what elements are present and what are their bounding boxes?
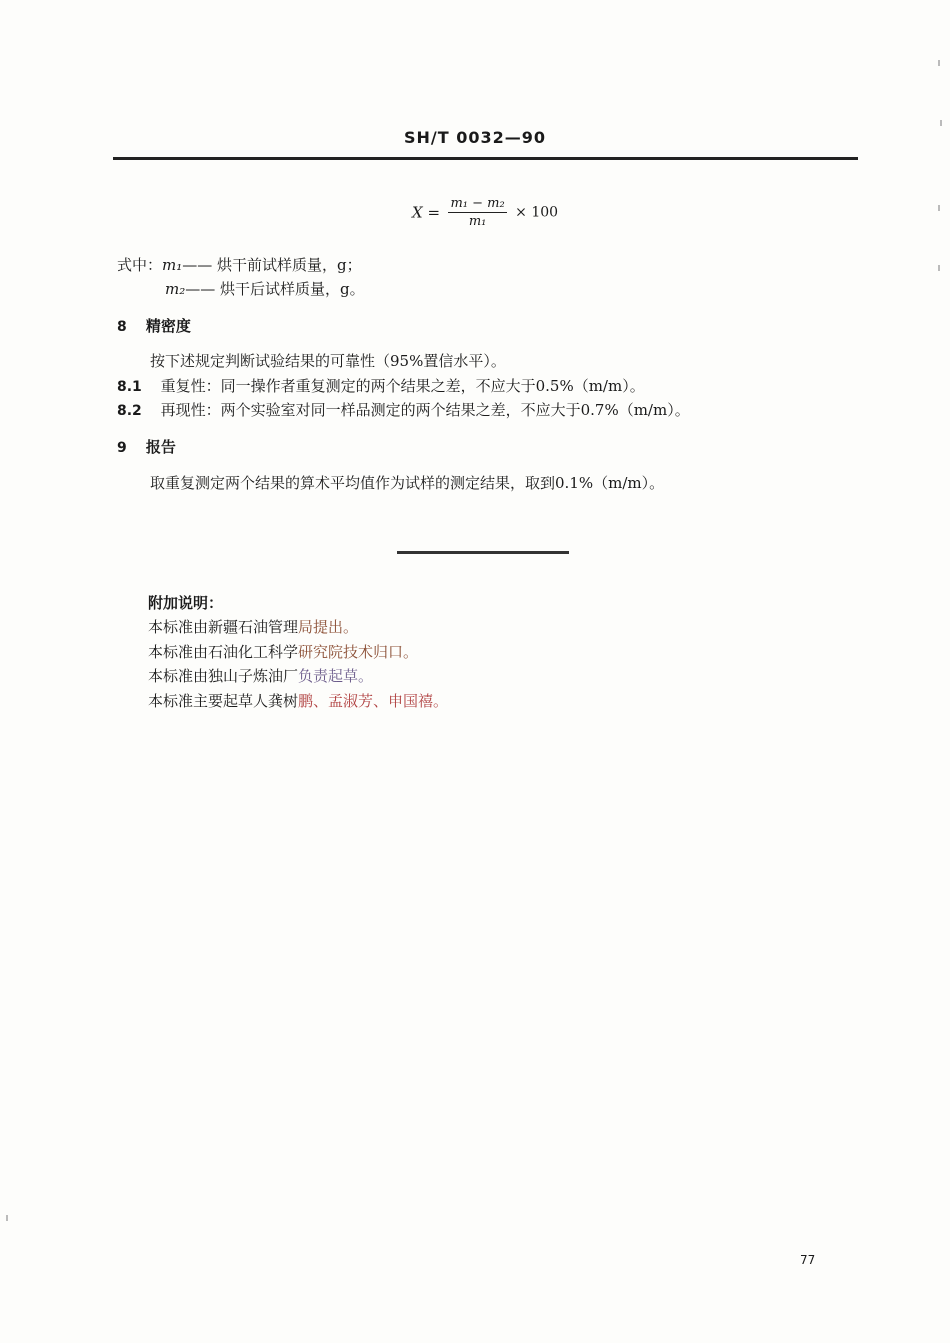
scan-speck bbox=[938, 205, 940, 211]
notes-line-4-b: 鹏、孟淑芳、申国禧。 bbox=[298, 692, 449, 710]
section-9-title: 报告 bbox=[145, 438, 176, 456]
section-8-1-text: 重复性：同一操作者重复测定的两个结果之差，不应大于0.5%（m/m）。 bbox=[160, 377, 645, 395]
where-prefix: 式中： bbox=[117, 256, 163, 274]
notes-line-1 bbox=[148, 616, 358, 637]
section-9-text: 取重复测定两个结果的算术平均值作为试样的测定结果，取到0.1%（m/m）。 bbox=[150, 474, 665, 492]
formula-denominator: m₁ bbox=[468, 214, 487, 229]
section-8-2 bbox=[117, 399, 690, 420]
scan-speck bbox=[938, 265, 940, 271]
notes-line-4 bbox=[148, 690, 448, 711]
notes-heading: 附加说明： bbox=[148, 594, 224, 612]
notes-line-2-b: 研究院技术归口。 bbox=[298, 643, 419, 661]
formula-numerator: m₁ − m₂ bbox=[450, 196, 505, 211]
where-var-m2: m₂ bbox=[165, 280, 186, 298]
notes-line-3 bbox=[148, 665, 373, 686]
notes-line-3-a: 本标准由独山子炼油厂 bbox=[148, 667, 299, 685]
formula-lhs: X = bbox=[412, 203, 441, 222]
formula bbox=[412, 196, 558, 229]
notes-line-3-b: 负责起草。 bbox=[298, 667, 374, 685]
where-line-1 bbox=[117, 254, 362, 275]
notes-line-1-b: 局提出。 bbox=[298, 618, 359, 636]
formula-tail: × 100 bbox=[515, 204, 559, 221]
section-8-intro: 按下述规定判断试验结果的可靠性（95%置信水平）。 bbox=[150, 352, 506, 370]
section-8-title: 精密度 bbox=[145, 317, 191, 335]
where-var-m1: m₁ bbox=[162, 256, 183, 274]
header-rule bbox=[113, 157, 858, 160]
where-line-2 bbox=[165, 278, 365, 299]
notes-line-2-a: 本标准由石油化工科学 bbox=[148, 643, 299, 661]
where-text-m1: —— 烘干前试样质量，g； bbox=[182, 256, 362, 274]
notes-line-1-a: 本标准由新疆石油管理 bbox=[148, 618, 299, 636]
section-8-number: 8 bbox=[117, 319, 127, 335]
section-9-heading bbox=[117, 436, 176, 457]
page-number: 77 bbox=[800, 1253, 816, 1267]
where-text-m2: —— 烘干后试样质量，g。 bbox=[185, 280, 365, 298]
end-rule bbox=[397, 551, 569, 554]
notes-line-2 bbox=[148, 641, 418, 662]
section-8-heading bbox=[117, 315, 191, 336]
scan-speck bbox=[940, 120, 942, 126]
notes-line-4-a: 本标准主要起草人龚树 bbox=[148, 692, 299, 710]
document-code: SH/T 0032—90 bbox=[403, 128, 547, 147]
section-8-1 bbox=[117, 375, 645, 396]
section-8-2-text: 再现性：两个实验室对同一样品测定的两个结果之差，不应大于0.7%（m/m）。 bbox=[160, 401, 690, 419]
section-8-2-number: 8.2 bbox=[117, 403, 142, 419]
scan-speck bbox=[6, 1215, 8, 1221]
scan-speck bbox=[938, 60, 940, 66]
section-9-number: 9 bbox=[117, 440, 127, 456]
formula-fraction bbox=[448, 196, 506, 229]
section-8-1-number: 8.1 bbox=[117, 379, 142, 395]
